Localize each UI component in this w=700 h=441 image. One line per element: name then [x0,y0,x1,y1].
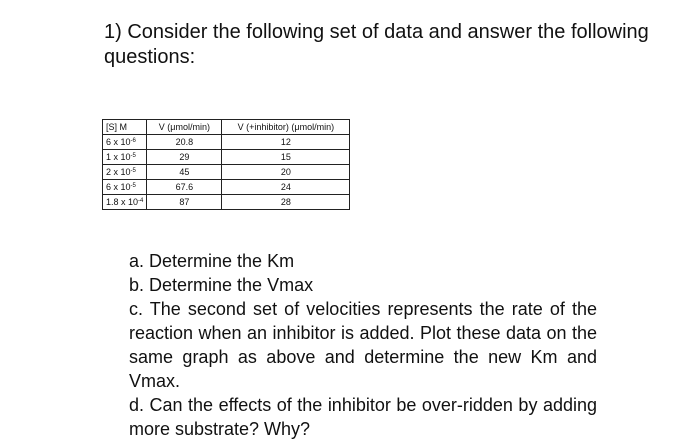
subquestion-c: c. The second set of velocities represents the rate of the reaction when an inhibitor is added. Plot these data on the same graph as above and determine the new Km and Vmax. [129,299,597,391]
header-substrate: [S] M [103,120,147,135]
table-row [103,150,350,165]
velocity-cell: 20.8 [147,135,222,150]
velocity-cell: 67.6 [147,180,222,195]
substrate-cell: 6 x $10^{-5}$ [103,180,147,195]
subquestion-a: a. Determine the Km [129,251,295,271]
velocity-inhibitor-cell: 24 [222,180,350,195]
subquestion-b: b. Determine the Vmax [129,275,314,295]
substrate-cell: 6 x $10^{-6}$ [103,135,147,150]
table-row [103,165,350,180]
data-table [102,119,350,210]
velocity-cell: 87 [147,195,222,210]
header-velocity-inhibitor: V (+inhibitor) (μmol/min) [222,120,350,135]
substrate-cell: 2 x $10^{-5}$ [103,165,147,180]
table-header-row [103,120,350,135]
subquestion-d: d. Can the effects of the inhibitor be over-ridden by adding more substrate? Why? [129,395,597,439]
substrate-cell: 1.8 x $10^{-4}$ [103,195,147,210]
velocity-inhibitor-cell: 20 [222,165,350,180]
question-heading: 1) Consider the following set of data and answer the following questions: [104,21,649,68]
velocity-inhibitor-cell: 28 [222,195,350,210]
velocity-inhibitor-cell: 12 [222,135,350,150]
substrate-cell: 1 x $10^{-5}$ [103,150,147,165]
header-velocity: V (μmol/min) [147,120,222,135]
table-row [103,195,350,210]
velocity-cell: 29 [147,150,222,165]
velocity-inhibitor-cell: 15 [222,150,350,165]
velocity-cell: 45 [147,165,222,180]
table-row [103,180,350,195]
subquestions [129,249,597,441]
table-row [103,135,350,150]
